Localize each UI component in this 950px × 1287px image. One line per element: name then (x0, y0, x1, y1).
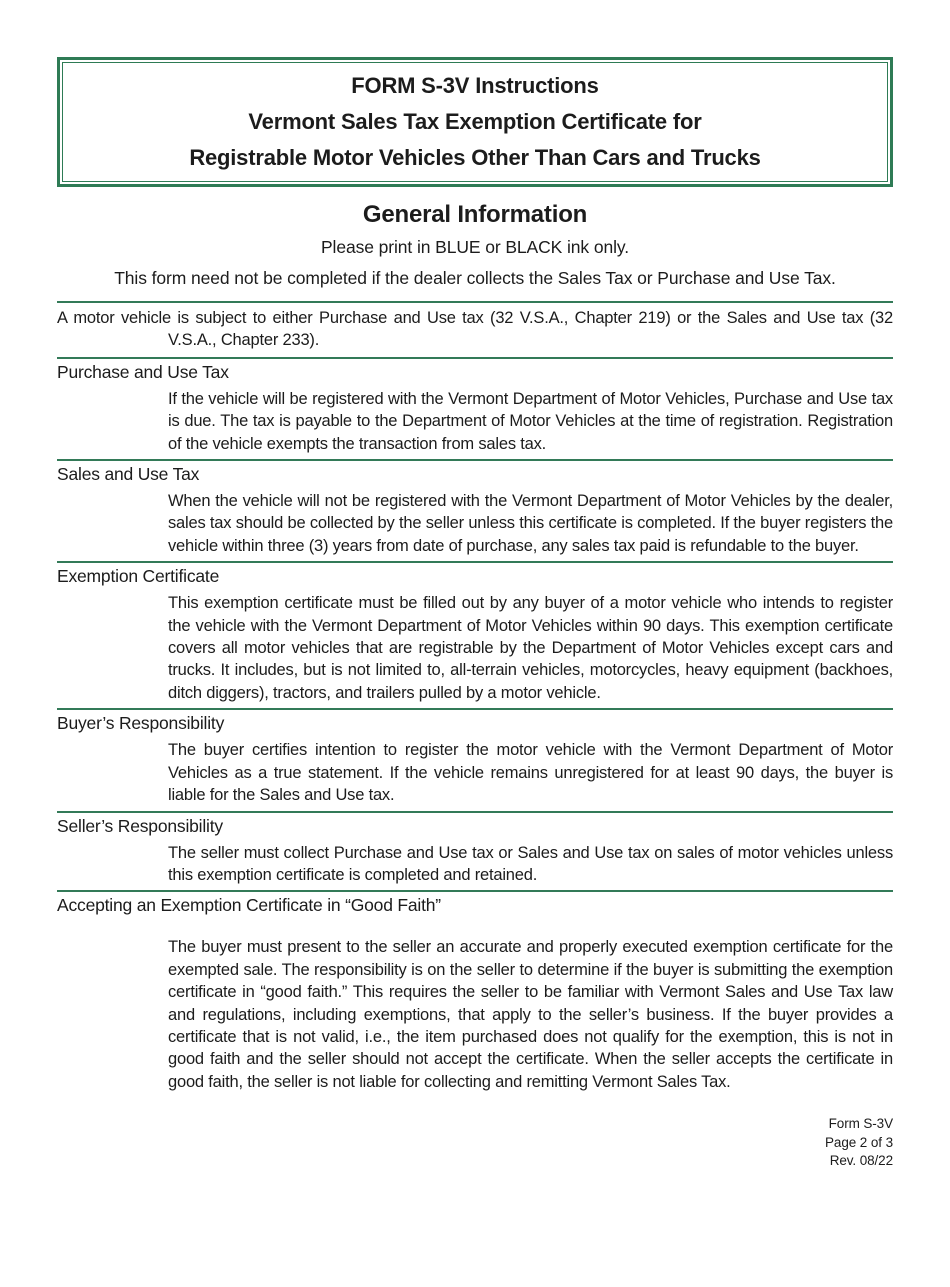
section-heading: Sales and Use Tax (57, 464, 200, 485)
section-heading: Exemption Certificate (57, 566, 220, 587)
instruction-section (57, 890, 893, 1097)
document-page (0, 57, 950, 1287)
general-information-block (57, 200, 893, 289)
dealer-collects-note: This form need not be completed if the dealer collects the Sales Tax or Purchase and Use Tax. (114, 268, 836, 288)
form-title-box (57, 57, 893, 187)
section-body: The buyer certifies intention to register the motor vehicle with the Vermont Department of Motor Vehicles as a true statement. If the vehicle remains unregistered for at least 90 days, the buyer is liable for the Sales and Use tax. (168, 741, 893, 805)
instruction-sections-container (57, 301, 893, 1097)
form-title-inner-border (62, 62, 888, 182)
instruction-section (57, 561, 893, 708)
instruction-section (57, 301, 893, 357)
page-footer (57, 1115, 893, 1171)
instruction-section (57, 811, 893, 891)
ink-color-instruction: Please print in BLUE or BLACK ink only. (320, 237, 629, 257)
instruction-section (57, 459, 893, 561)
instruction-section (57, 357, 893, 459)
section-body: When the vehicle will not be registered with the Vermont Department of Motor Vehicles by the dealer, sales tax should be collected by the seller unless this certificate is completed. If the buyer registers the vehicle within three (3) years from date of purchase, any sales tax paid is refundable to the buyer. (168, 492, 893, 555)
section-body: If the vehicle will be registered with the Vermont Department of Motor Vehicles, Purchase and Use tax is due. The tax is payable to the Department of Motor Vehicles at the time of registration. Registration of the vehicle exempts the transaction from sales tax. (168, 389, 893, 453)
section-heading: Accepting an Exemption Certificate in “Good Faith” (57, 895, 441, 916)
section-body: The buyer must present to the seller an accurate and properly executed exemption certificate for the exempted sale. The responsibility is on the seller to determine if the buyer is submitting the exemption certificate in “good faith.” This requires the seller to be familiar with Vermont Sales and Use Tax law and regulations, including exemptions, that apply to the seller’s business. If the buyer provides a certificate that is not valid, i.e., the item purchased does not qualify for the exemption, this is not in good faith and the seller should not accept the certificate. When the seller accepts the certificate in good faith, the seller is not liable for collecting and remitting Vermont Sales Tax. (168, 938, 893, 1091)
section-body: This exemption certificate must be filled out by any buyer of a motor vehicle who intends to register the vehicle with the Vermont Department of Motor Vehicles within 90 days. This exemption certificate covers all motor vehicles that are registrable by the Department of Motor Vehicles except cars and trucks. It includes, but is not limited to, all-terrain vehicles, motorcycles, heavy equipment (backhoes, ditch diggers), tractors, and trailers pulled by a motor vehicle. (168, 594, 893, 702)
section-heading: Buyer’s Responsibility (57, 713, 225, 734)
form-title-line-2: Vermont Sales Tax Exemption Certificate for (248, 109, 702, 134)
section-body: A motor vehicle is subject to either Purchase and Use tax (32 V.S.A., Chapter 219) or the Sales and Use tax (32 V.S.A., Chapter 233). (57, 309, 893, 350)
footer-form-number: Form S-3V (828, 1116, 893, 1132)
general-information-heading: General Information (362, 201, 588, 228)
footer-revision: Rev. 08/22 (829, 1153, 893, 1169)
footer-page-number: Page 2 of 3 (825, 1134, 893, 1150)
section-heading: Purchase and Use Tax (57, 361, 229, 382)
section-body: The seller must collect Purchase and Use tax or Sales and Use tax on sales of motor vehicles unless this exemption certificate is completed and retained. (168, 843, 893, 884)
form-title-line-1: FORM S-3V Instructions (351, 73, 599, 98)
instruction-section (57, 708, 893, 810)
section-heading: Seller’s Responsibility (57, 815, 223, 836)
form-title-line-3: Registrable Motor Vehicles Other Than Cars and Trucks (189, 145, 761, 170)
